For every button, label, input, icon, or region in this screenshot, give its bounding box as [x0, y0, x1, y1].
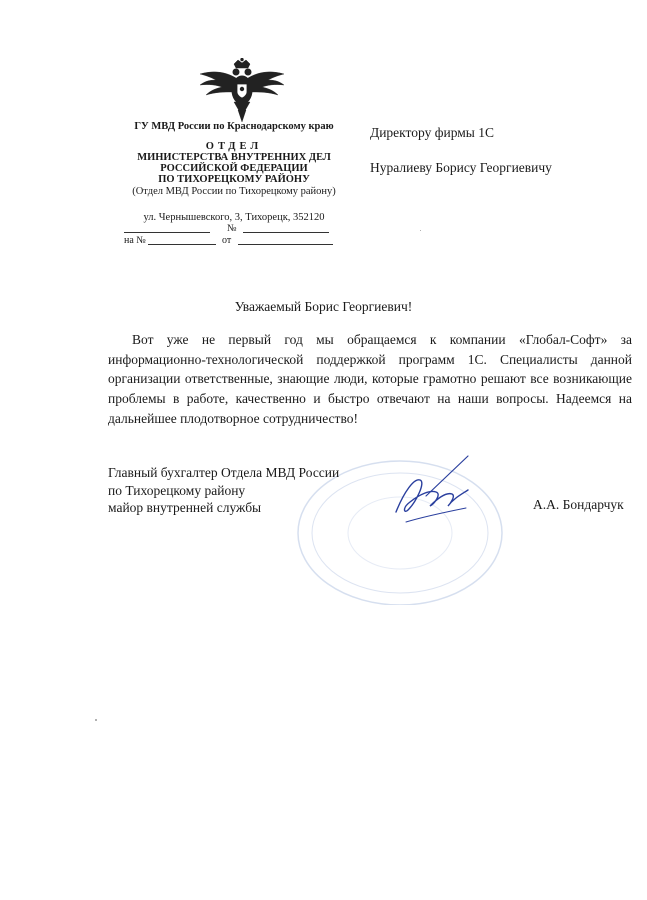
date-blank — [124, 223, 210, 233]
letterhead-short-name: (Отдел МВД России по Тихорецкому району) — [132, 186, 336, 197]
letterhead-org: ГУ МВД России по Краснодарскому краю — [134, 121, 334, 132]
signatory-position-line1: Главный бухгалтер Отдела МВД России — [108, 465, 340, 480]
on-number-label: на № — [124, 235, 146, 246]
from-blank — [238, 235, 333, 245]
scan-speck — [95, 719, 97, 721]
letterhead-ministry-line1: МИНИСТЕРСТВА ВНУТРЕННИХ ДЕЛ — [137, 152, 331, 163]
greeting: Уважаемый Борис Георгиевич! — [234, 299, 413, 314]
letterhead-ministry-line3: ПО ТИХОРЕЦКОМУ РАЙОНУ — [158, 174, 310, 185]
signature-block — [108, 464, 428, 517]
letterhead-dept: ОТДЕЛ — [205, 141, 263, 152]
number-label: № — [227, 223, 237, 234]
signatory-position-line2: по Тихорецкому району — [108, 482, 246, 498]
reference-line — [110, 235, 358, 247]
scan-speck — [420, 230, 421, 231]
recipient-line2: Нуралиеву Борису Георгиевичу — [370, 160, 552, 175]
from-label: от — [222, 235, 232, 246]
letter-body: Вот уже не первый год мы обращаемся к компании «Глобал-Софт» за информационно-технологической поддержкой программ 1С. Специалисты данной организации ответственные, знающие люди, которые грамотно решают все возникающие проблемы в работе, качественно и быстро отвечают на наши вопросы. Надеемся на дальнейшее плодотворное сотрудничество! — [108, 332, 632, 426]
signer-name: А.А. Бондарчук — [533, 497, 624, 512]
mvd-emblem-icon — [196, 58, 288, 126]
letterhead-ministry-line2: РОССИЙСКОЙ ФЕДЕРАЦИИ — [160, 163, 308, 174]
recipient-line1: Директору фирмы 1С — [370, 125, 494, 140]
number-blank — [243, 223, 329, 233]
reg-number-line — [110, 223, 358, 235]
on-number-blank — [148, 235, 216, 245]
letterhead-address: ул. Чернышевского, 3, Тихорецк, 352120 — [143, 212, 325, 223]
handwritten-signature-icon — [386, 452, 478, 532]
recipient-block — [370, 124, 620, 176]
signatory-position-line3: майор внутренней службы — [108, 500, 262, 515]
letterhead — [110, 121, 358, 247]
